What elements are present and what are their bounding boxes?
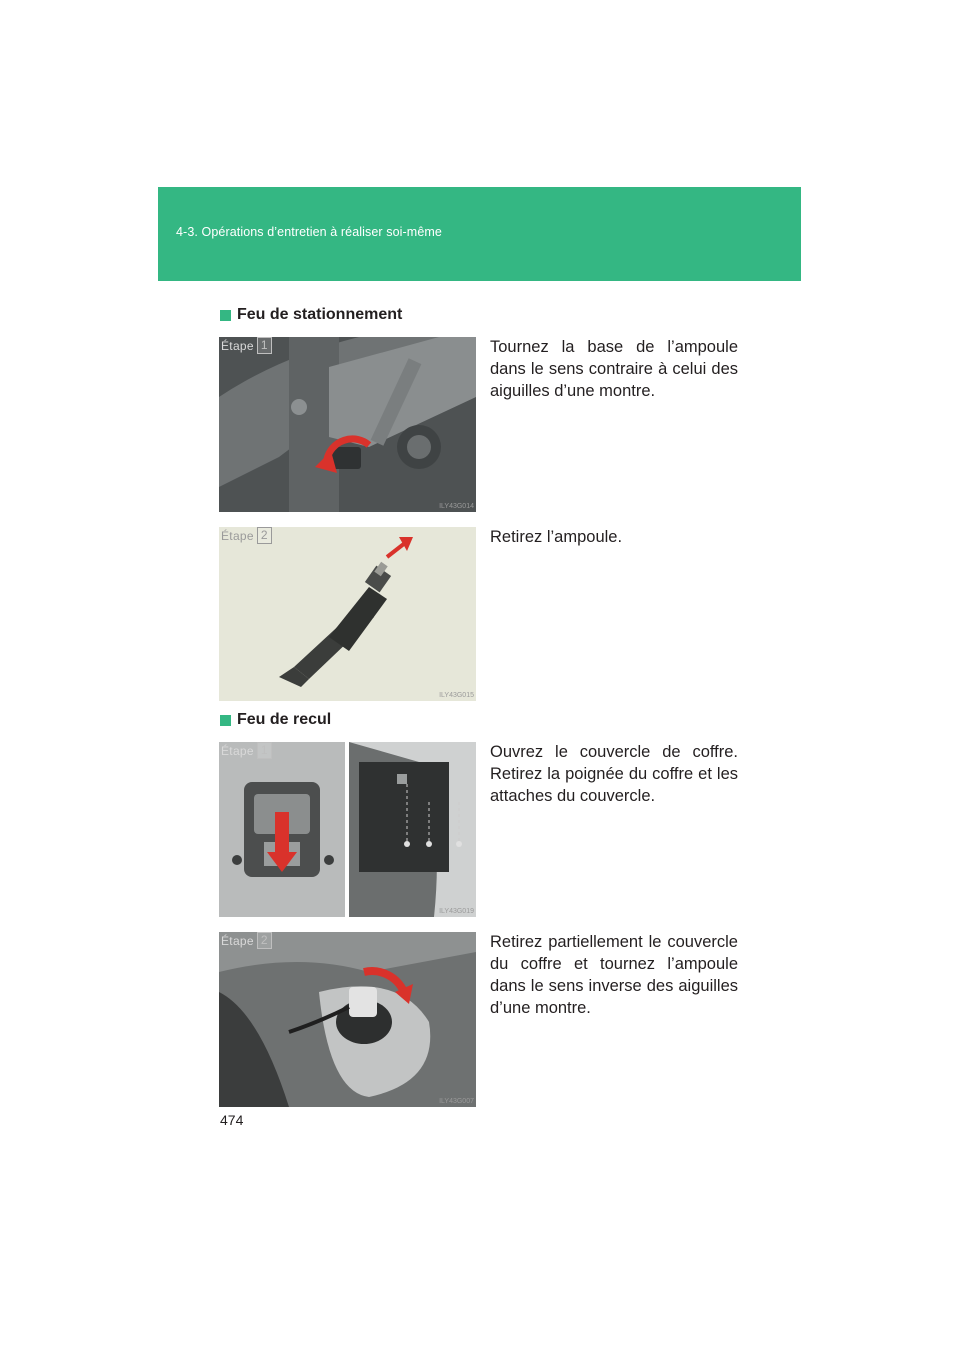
step-label (219, 337, 272, 354)
step-label (219, 932, 272, 949)
step-label (219, 527, 272, 544)
page-number: 474 (220, 1112, 244, 1128)
chapter-header (158, 187, 801, 281)
bulb-base-photo (219, 337, 476, 512)
step-figure (219, 932, 476, 1107)
step-number: 2 (257, 527, 272, 544)
figure-code: ILY43G019 (439, 908, 474, 915)
chapter-title: 4-3. Opérations d’entretien à réaliser soi-même (176, 225, 442, 239)
step-number: 1 (257, 742, 272, 759)
figure-code: ILY43G015 (439, 692, 474, 699)
reverse-bulb-photo (219, 932, 476, 1107)
step-word: Étape (221, 744, 254, 758)
bulb-removal-illustration (219, 527, 476, 701)
step-word: Étape (221, 339, 254, 353)
section-heading-label: Feu de stationnement (237, 306, 403, 323)
step-number: 1 (257, 337, 272, 354)
trunk-lid-photos (219, 742, 476, 917)
step-figure (219, 527, 476, 701)
step-figure (219, 742, 476, 917)
step-figure (219, 337, 476, 512)
step-text: Ouvrez le couvercle de coffre. Retirez la poignée du coffre et les attaches du couvercle. (490, 743, 738, 805)
step-word: Étape (221, 529, 254, 543)
square-bullet-icon (220, 310, 231, 321)
step-number: 2 (257, 932, 272, 949)
section-heading-parking-light (220, 306, 402, 324)
section-heading-label: Feu de recul (237, 711, 332, 728)
step-text: Tournez la base de l’ampoule dans le sens contraire à celui des aiguilles d’une montre. (490, 338, 738, 400)
step-text: Retirez l’ampoule. (490, 528, 623, 546)
step-text: Retirez partiellement le couvercle du coffre et tournez l’ampoule dans le sens inverse des aiguilles d’une montre. (490, 933, 738, 1017)
step-label (219, 742, 272, 759)
step-word: Étape (221, 934, 254, 948)
figure-code: ILY43G007 (439, 1098, 474, 1105)
figure-code: ILY43G014 (439, 503, 474, 510)
section-heading-reverse-light (220, 711, 331, 729)
square-bullet-icon (220, 715, 231, 726)
